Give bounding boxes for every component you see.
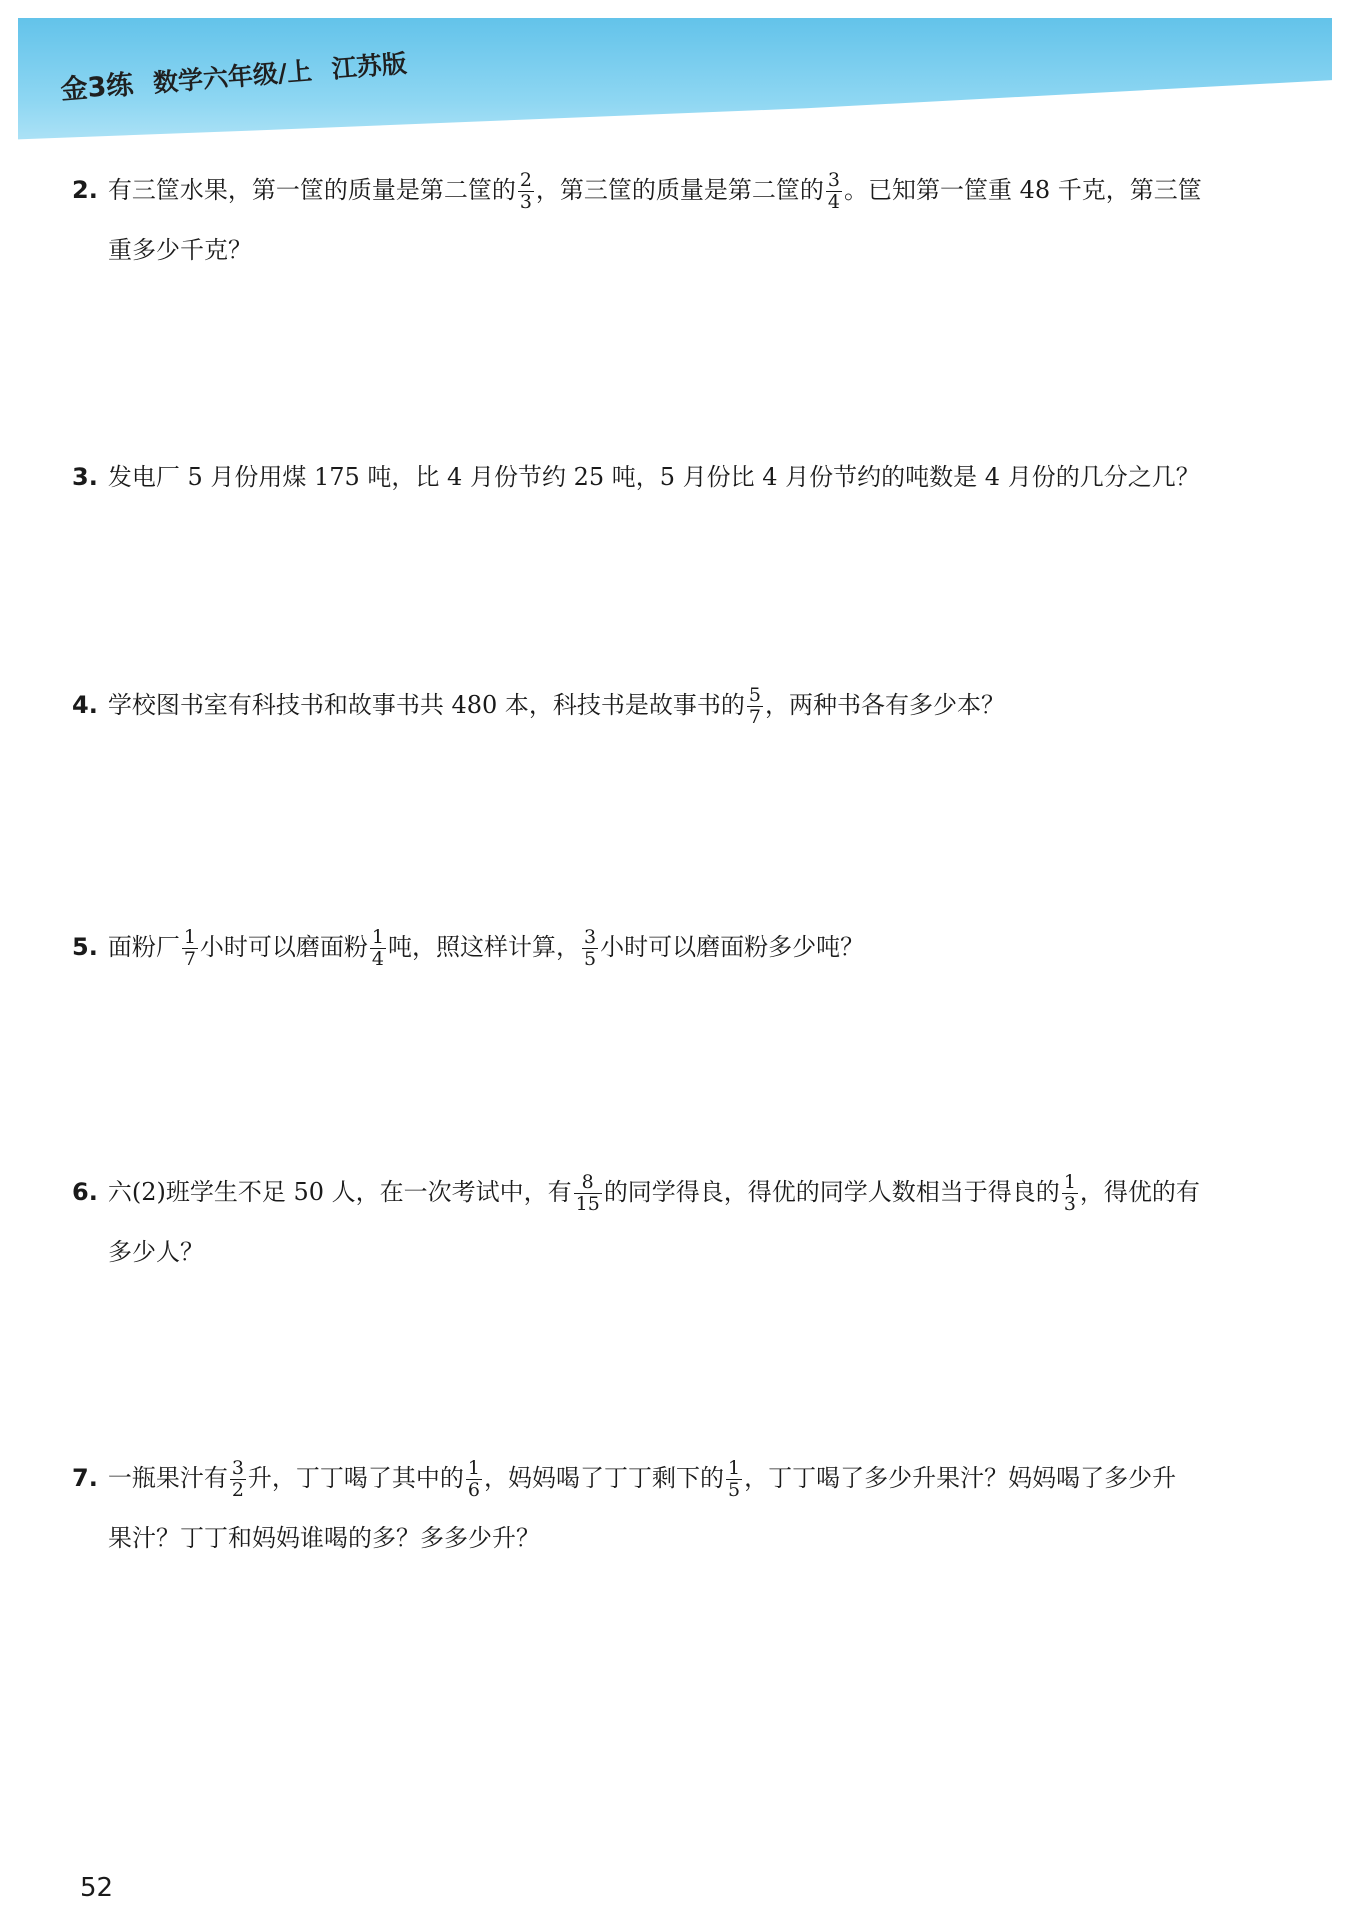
fraction-denominator: 4 [827,191,841,213]
question-number: 5. [72,933,98,961]
question-text: 小时可以磨面粉多少吨？ [600,933,865,961]
fraction-numerator: 2 [519,169,532,191]
fraction [230,1458,246,1501]
fraction-numerator: 1 [183,926,196,948]
fraction [826,170,842,213]
fraction [370,927,386,970]
question-text: 小时可以磨面粉 [199,933,368,961]
question-text: 学校图书室有科技书和故事书共 480 本，科技书是故事书的 [107,691,745,719]
fraction-numerator: 1 [728,1457,741,1479]
question-text: 的同学得良，得优的同学人数相当于得良的 [603,1178,1060,1206]
question-text: 。已知第一筐重 48 千克，第三筐 [844,176,1202,204]
fraction-numerator: 1 [371,926,385,948]
question-text: ，第三筐的质量是第二筐的 [535,176,824,204]
question-text: ，妈妈喝了丁丁剩下的 [484,1464,725,1492]
question-7 [72,1448,1272,1568]
fraction [518,170,534,213]
brand-name: 金3练 [59,69,135,107]
page-number: 52 [80,1873,114,1903]
question-text: 有三筐水果，第一筐的质量是第二筐的 [107,176,516,204]
question-number: 2. [72,176,98,204]
question-text: 面粉厂 [107,933,180,961]
fraction-denominator: 3 [519,191,532,213]
fraction-numerator: 1 [1063,1171,1076,1193]
fraction-denominator: 7 [748,706,761,728]
fraction-numerator: 8 [581,1171,594,1193]
fraction [1062,1172,1078,1215]
fraction-denominator: 5 [584,948,597,970]
question-text-continued: 果汁？丁丁和妈妈谁喝的多？多多少升？ [108,1524,540,1552]
fraction-numerator: 3 [231,1457,244,1479]
question-text: ，两种书各有多少本？ [765,691,1005,719]
question-text: 升，丁丁喝了其中的 [247,1464,464,1492]
fraction-numerator: 3 [827,169,841,191]
question-text-continued: 重多少千克？ [108,236,252,264]
edition-label: 江苏版 [330,48,408,84]
question-text: 一瓶果汁有 [107,1464,228,1492]
question-6 [72,1162,1272,1282]
fraction-numerator: 3 [584,926,597,948]
question-text: 吨，照这样计算， [388,933,581,961]
fraction-denominator: 6 [467,1479,481,1501]
fraction [582,927,598,970]
question-text-continued: 多少人？ [108,1238,204,1266]
fraction-denominator: 15 [575,1193,600,1215]
subject-label: 数学六年级/上 [152,56,314,98]
fraction [747,685,763,728]
fraction-denominator: 2 [231,1479,244,1501]
fraction [182,927,198,970]
question-number: 3. [72,463,98,491]
question-3 [72,447,1272,507]
question-2 [72,160,1272,280]
fraction [726,1458,742,1501]
fraction [466,1458,482,1501]
fraction-denominator: 7 [183,948,196,970]
fraction-denominator: 3 [1063,1193,1076,1215]
fraction-denominator: 5 [728,1479,741,1501]
fraction-numerator: 5 [748,684,761,706]
question-text: 六(2)班学生不足 50 人，在一次考试中，有 [107,1178,572,1206]
question-5 [72,917,1272,977]
question-4 [72,675,1272,735]
question-text: ，丁丁喝了多少升果汁？妈妈喝了多少升 [744,1464,1177,1492]
question-number: 7. [72,1464,98,1492]
fraction-denominator: 4 [371,948,385,970]
question-number: 4. [72,691,98,719]
question-text: 发电厂 5 月份用煤 175 吨，比 4 月份节约 25 吨，5 月份比 4 月份节约的吨数是 4 月份的几分之几？ [107,463,1200,491]
fraction-numerator: 1 [467,1457,481,1479]
question-text: ，得优的有 [1079,1178,1200,1206]
fraction [574,1172,602,1215]
question-number: 6. [72,1178,98,1206]
